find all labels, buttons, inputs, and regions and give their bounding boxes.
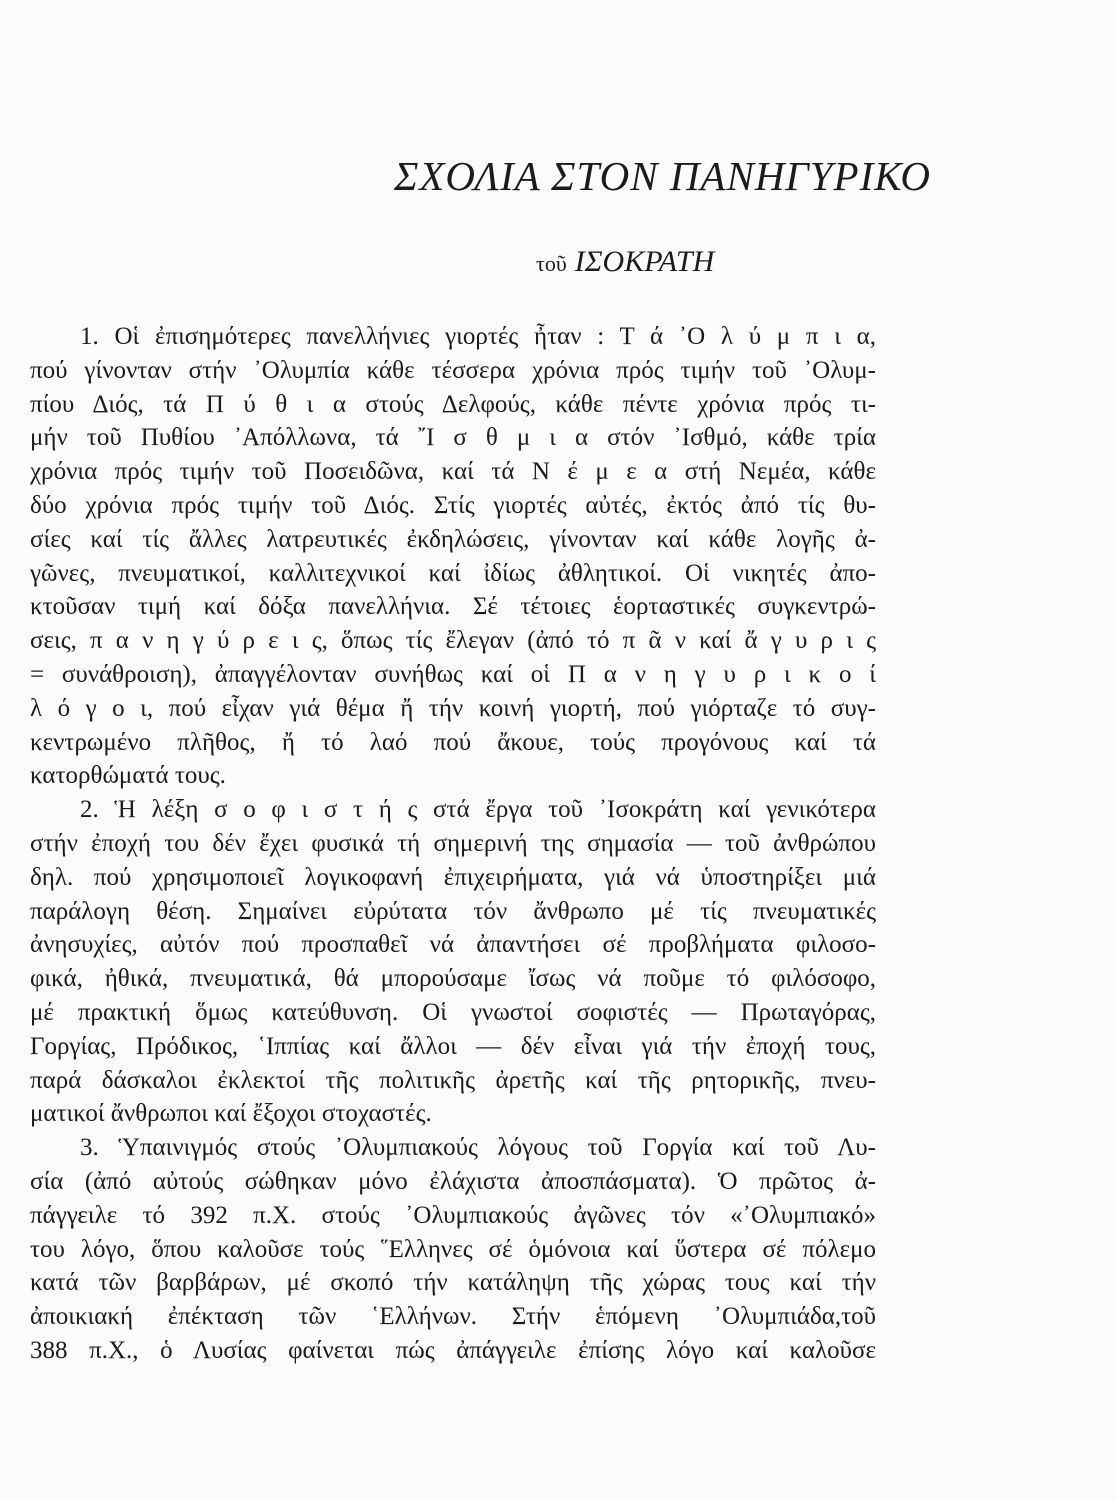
text-line: δηλ. πού χρησιμοποιεῖ λογικοφανή ἐπιχειρήματα, γιά νά ὑποστηρίξει μιά xyxy=(30,863,876,891)
text-line: σία (ἀπό αὐτούς σώθηκαν μόνο ἐλάχιστα ἀποσπάσματα). Ὁ πρῶτος ἀ- xyxy=(30,1167,876,1195)
page-subtitle xyxy=(536,245,714,279)
text-line: παρά δάσκαλοι ἐκλεκτοί τῆς πολιτικῆς ἀρετῆς καί τῆς ρητορικῆς, πνευ- xyxy=(30,1066,876,1094)
text-line: 1. Οἱ ἐπισημότερες πανελλήνιες γιορτές ἦταν : Τ ά ᾿Ο λ ύ μ π ι α, xyxy=(80,323,876,350)
text-line: σίες καί τίς ἄλλες λατρευτικές ἐκδηλώσεις, γίνονταν καί κάθε λογῆς ἀ- xyxy=(30,525,876,553)
page-title: ΣΧΟΛΙΑ ΣΤΟΝ ΠΑΝΗΓΥΡΙΚΟ xyxy=(394,153,931,199)
text-line: κατορθώματά τους. xyxy=(30,762,226,790)
text-line: φικά, ἠθικά, πνευματικά, θά μπορούσαμε ἴσως νά ποῦμε τό φιλόσοφο, xyxy=(30,965,876,993)
text-line: δύο χρόνια πρός τιμήν τοῦ Διός. Στίς γιορτές αὐτές, ἐκτός ἀπό τίς θυ- xyxy=(30,491,876,519)
text-line: κτοῦσαν τιμή καί δόξα πανελλήνια. Σέ τέτοιες ἑορταστικές συγκεντρώ- xyxy=(30,593,876,621)
text-line: 388 π.Χ., ὁ Λυσίας φαίνεται πώς ἀπάγγειλε ἐπίσης λόγο καί καλοῦσε xyxy=(30,1336,876,1364)
text-line: παράλογη θέση. Σημαίνει εὐρύτατα τόν ἄνθρωπο μέ τίς πνευματικές xyxy=(30,897,876,925)
text-line: ἀνησυχίες, αὐτόν πού προσπαθεῖ νά ἀπαντήσει σέ προβλήματα φιλοσο- xyxy=(30,931,876,959)
text-line: μέ πρακτική ὅμως κατεύθυνση. Οἱ γνωστοί σοφιστές — Πρωταγόρας, xyxy=(30,998,876,1026)
text-line: = συνάθροιση), ἀπαγγέλονταν συνήθως καί οἱ Π α ν η γ υ ρ ι κ ο ί xyxy=(30,660,876,688)
subtitle-author: ΙΣΟΚΡΑΤΗ xyxy=(574,245,715,278)
text-line: πίου Διός, τά Π ύ θ ι α στούς Δελφούς, κάθε πέντε χρόνια πρός τι- xyxy=(30,390,876,418)
text-line: κεντρωμένο πλῆθος, ἤ τό λαό πού ἄκουε, τούς προγόνους καί τά xyxy=(30,728,876,756)
text-line: σεις, π α ν η γ ύ ρ ε ι ς, ὅπως τίς ἔλεγαν (ἀπό τό π ᾶ ν καί ἄ γ υ ρ ι ς xyxy=(30,627,876,655)
text-line: πάγγειλε τό 392 π.Χ. στούς ᾿Ολυμπιακούς ἀγῶνες τόν «᾿Ολυμπιακό» xyxy=(30,1201,876,1229)
text-line: πού γίνονταν στήν ᾿Ολυμπία κάθε τέσσερα χρόνια πρός τιμήν τοῦ ᾿Ολυμ- xyxy=(30,356,876,384)
text-line: χρόνια πρός τιμήν τοῦ Ποσειδῶνα, καί τά Ν έ μ ε α στή Νεμέα, κάθε xyxy=(30,458,876,486)
text-line: ἀποικιακή ἐπέκταση τῶν ῾Ελλήνων. Στήν ἑπόμενη ᾿Ολυμπιάδα,τοῦ xyxy=(30,1303,876,1331)
text-line: Γοργίας, Πρόδικος, ῾Ιππίας καί ἄλλοι — δέν εἶναι γιά τήν ἐποχή τους, xyxy=(30,1032,876,1060)
text-line: ματικοί ἄνθρωποι καί ἔξοχοι στοχαστές. xyxy=(30,1100,432,1128)
commentary-body xyxy=(30,320,876,1368)
text-line: στήν ἐποχή του δέν ἔχει φυσικά τή σημερινή της σημασία — τοῦ ἀνθρώπου xyxy=(30,829,876,857)
text-line: 3. Ὑπαινιγμός στούς ᾿Ολυμπιακούς λόγους τοῦ Γοργία καί τοῦ Λυ- xyxy=(80,1134,876,1162)
text-line: κατά τῶν βαρβάρων, μέ σκοπό τήν κατάληψη τῆς χώρας τους καί τήν xyxy=(30,1269,876,1297)
text-line: λ ό γ ο ι, πού εἶχαν γιά θέμα ἤ τήν κοινή γιορτή, πού γιόρταζε τό συγ- xyxy=(30,694,876,722)
text-line: 2. Ἡ λέξη σ ο φ ι σ τ ή ς στά ἔργα τοῦ ᾿Ισοκράτη καί γενικότερα xyxy=(80,796,876,824)
subtitle-article: τοῦ xyxy=(536,251,567,276)
text-line: γῶνες, πνευματικοί, καλλιτεχνικοί καί ἰδίως ἀθλητικοί. Οἱ νικητές ἀπο- xyxy=(30,559,876,587)
text-line: μήν τοῦ Πυθίου ᾿Απόλλωνα, τά ῎Ι σ θ μ ι α στόν ᾿Ισθμό, κάθε τρία xyxy=(30,424,876,452)
text-line: του λόγο, ὅπου καλοῦσε τούς ῞Ελληνες σέ ὁμόνοια καί ὕστερα σέ πόλεμο xyxy=(30,1235,876,1263)
